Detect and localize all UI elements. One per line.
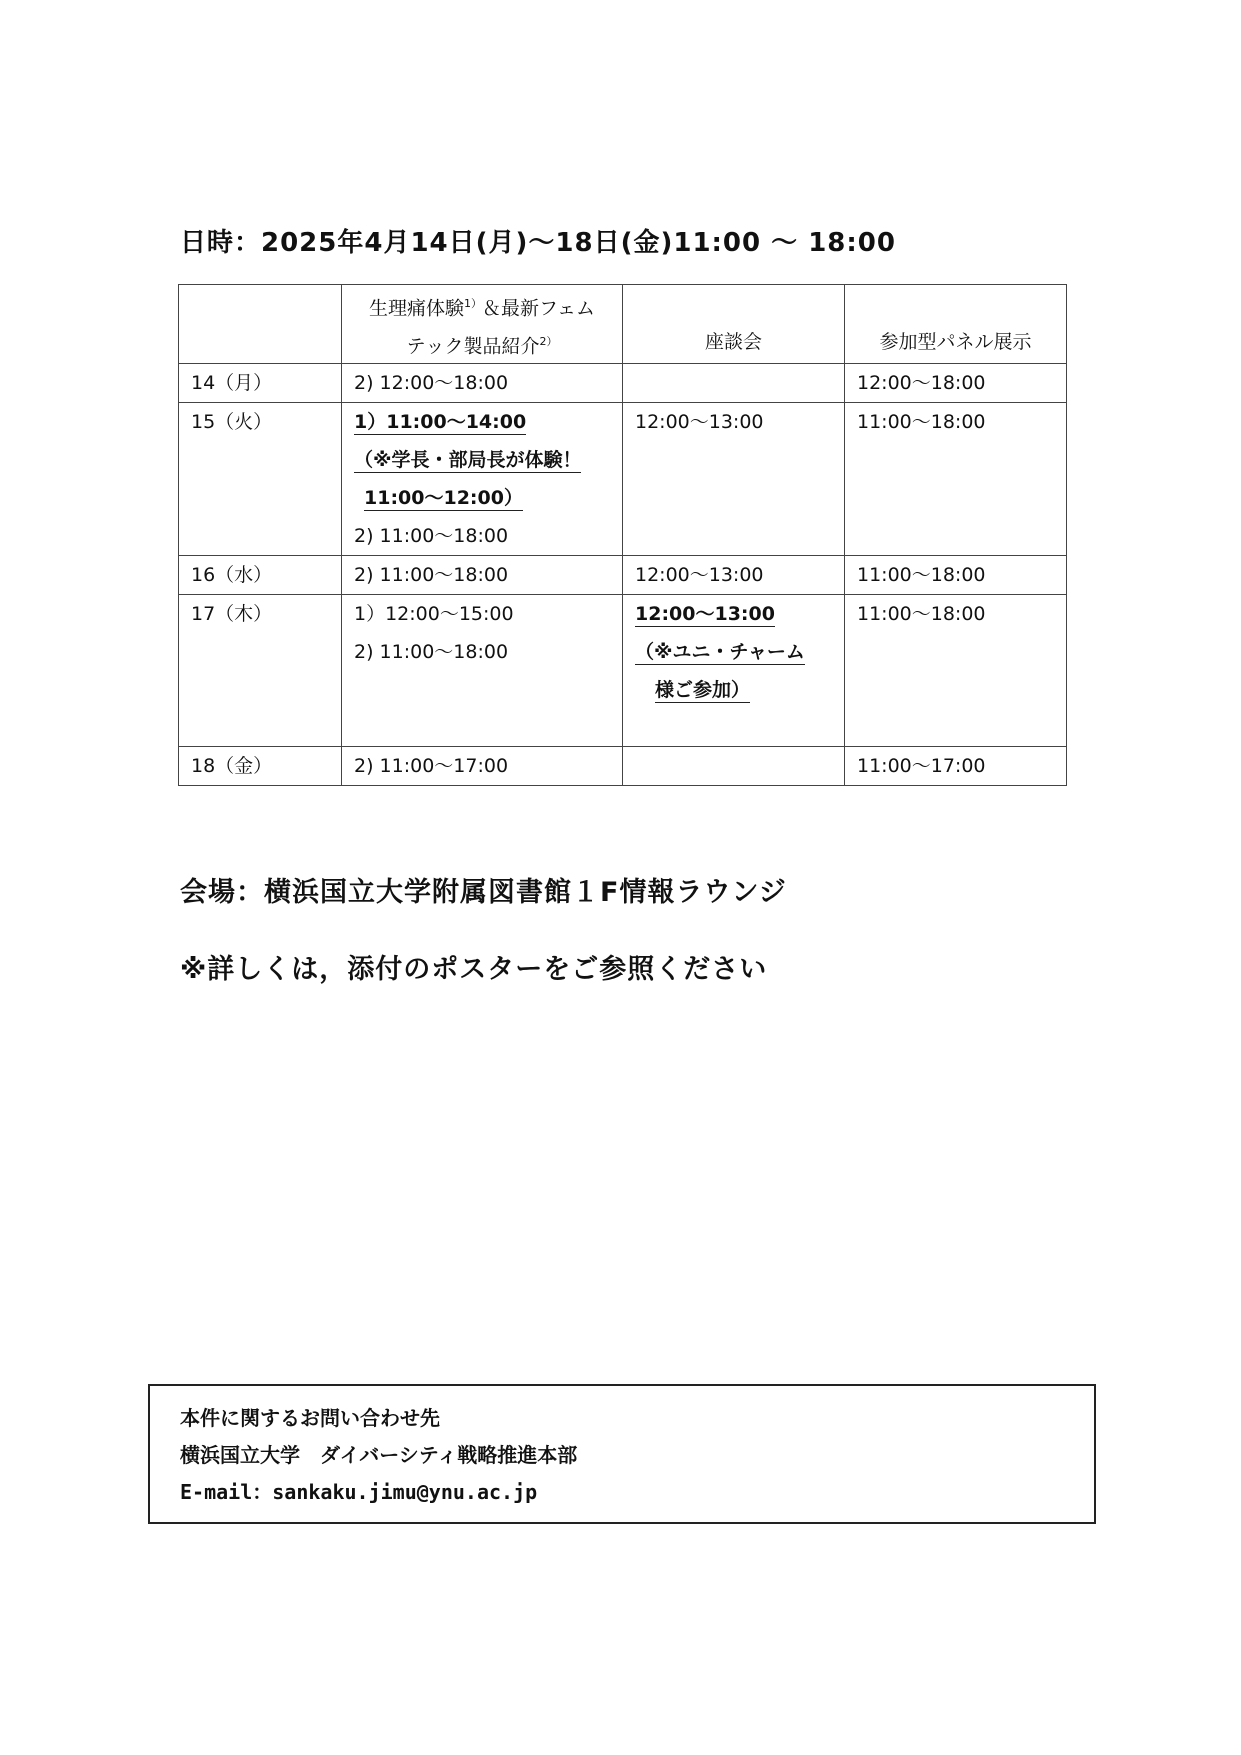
day-cell: 18（金） [179, 747, 342, 786]
roundtable-cell: 12:00～13:00 （※ユニ・チャーム 様ご参加） [623, 595, 845, 747]
table-row [179, 364, 1067, 403]
femtech-cell: 1）12:00～15:00 2) 11:00～18:00 [342, 595, 623, 747]
event-datetime-heading: 日時：2025年4月14日(月)～18日(金)11:00 ～ 18:00 [180, 228, 896, 258]
day-cell: 15（火） [179, 403, 342, 556]
table-row [179, 595, 1067, 747]
femtech-cell: 2) 11:00～18:00 [342, 556, 623, 595]
table-header-row [179, 285, 1067, 364]
contact-box [148, 1384, 1096, 1524]
panel-cell: 11:00～18:00 [845, 403, 1067, 556]
panel-cell: 11:00～18:00 [845, 556, 1067, 595]
table-row [179, 556, 1067, 595]
panel-cell: 11:00～17:00 [845, 747, 1067, 786]
roundtable-cell: 12:00～13:00 [623, 556, 845, 595]
contact-heading: 本件に関するお問い合わせ先 [180, 1406, 440, 1430]
venue-text: 会場：横浜国立大学附属図書館１F情報ラウンジ [180, 877, 787, 908]
header-roundtable: 座談会 [623, 285, 845, 364]
femtech-cell: 2) 11:00～17:00 [342, 747, 623, 786]
femtech-cell: 2) 12:00～18:00 [342, 364, 623, 403]
panel-cell: 11:00～18:00 [845, 595, 1067, 747]
roundtable-cell [623, 364, 845, 403]
header-day [179, 285, 342, 364]
day-cell: 14（月） [179, 364, 342, 403]
header-panel-exhibit: 参加型パネル展示 [845, 285, 1067, 364]
contact-organization: 横浜国立大学 ダイバーシティ戦略推進本部 [180, 1443, 578, 1467]
contact-email[interactable]: E-mail：sankaku.jimu@ynu.ac.jp [180, 1480, 538, 1504]
schedule-table [178, 284, 1067, 786]
header-period-pain-femtech: 生理痛体験$^{1)}$＆最新フェム テック製品紹介$^{2)}$ [342, 285, 623, 364]
roundtable-cell [623, 747, 845, 786]
femtech-cell: 1）11:00～14:00 （※学長・部局長が体験！ 11:00～12:00） 2) 11:00～18:00 [342, 403, 623, 556]
day-cell: 17（木） [179, 595, 342, 747]
day-cell: 16（水） [179, 556, 342, 595]
table-row [179, 747, 1067, 786]
panel-cell: 12:00～18:00 [845, 364, 1067, 403]
roundtable-cell: 12:00～13:00 [623, 403, 845, 556]
poster-note: ※詳しくは，添付のポスターをご参照ください [180, 954, 768, 985]
table-row [179, 403, 1067, 556]
